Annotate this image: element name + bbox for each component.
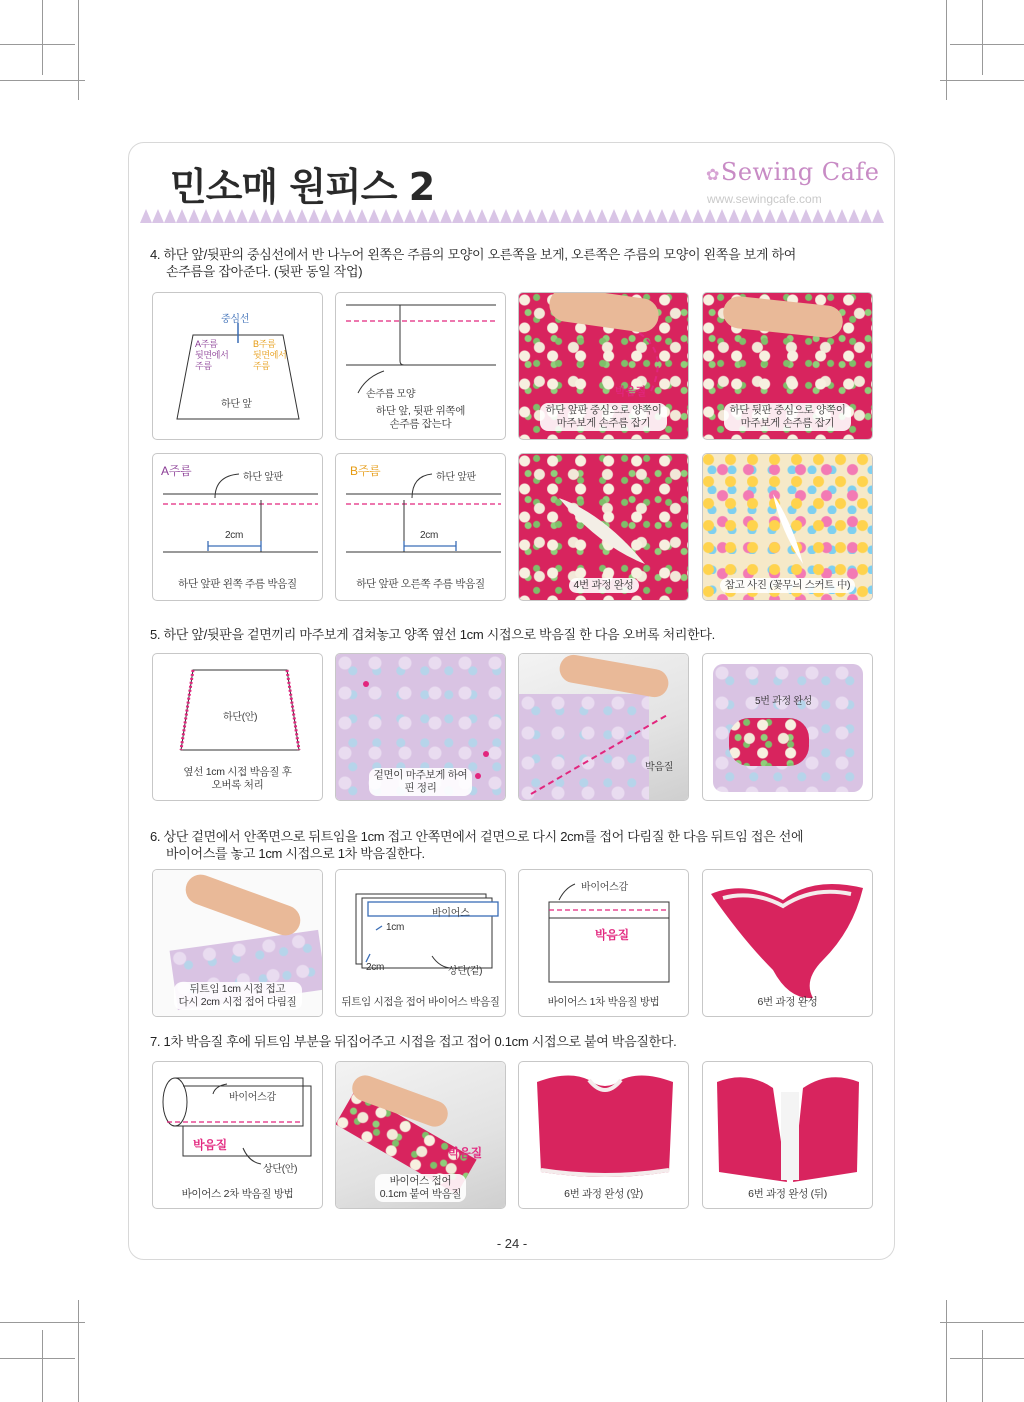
- photo-panel: [518, 292, 689, 440]
- step-4-line1: 4. 하단 앞/뒷판의 중심선에서 반 나누어 왼쪽은 주름의 모양이 오른쪽을 보게, 오른쪽은 주름의 모양이 왼쪽을 보게 하여: [150, 247, 796, 262]
- crop-mark: [982, 1330, 983, 1402]
- pleat-b-line2: 뒷면에서: [253, 350, 287, 360]
- hand-pleat-tag: 손주름 모양: [366, 389, 416, 400]
- panel-caption: [336, 405, 505, 431]
- skirt-front-tag: 하단 앞판: [436, 472, 476, 483]
- pleat-a-line3: 주름: [195, 361, 212, 371]
- caption-line1: 뒤트임 1cm 시접 접고: [189, 983, 286, 995]
- stitch-line: [519, 654, 689, 801]
- stitch-tag: 박음질: [595, 928, 629, 942]
- photo-panel: [702, 292, 873, 440]
- bias-material-label: 바이어스감: [581, 882, 628, 893]
- skirt-inside-label: 하단(안): [223, 712, 258, 723]
- crop-mark: [946, 1300, 947, 1402]
- dimension-label: 2cm: [420, 530, 438, 541]
- bias-diagram: [336, 870, 506, 1017]
- overlock-detail: [729, 718, 809, 766]
- caption-line2: 오버록 처리: [211, 779, 264, 791]
- stitch-tag: 박음질: [615, 386, 646, 398]
- panel-caption: 바이어스 1차 박음질 방법: [547, 996, 660, 1008]
- stitch-tag: 박음질: [193, 1138, 227, 1152]
- pleat-a-title: A주름: [161, 464, 192, 478]
- zigzag-divider: [140, 209, 884, 223]
- photo-panel: [152, 869, 323, 1017]
- photo-panel: [702, 869, 873, 1017]
- panel-caption: 뒤트임 시접을 접어 바이어스 박음질: [341, 996, 500, 1008]
- step-6-line2: 바이어스를 놓고 1cm 시접으로 1차 박음질한다.: [166, 846, 425, 861]
- photo-panel: [702, 453, 873, 601]
- crop-mark: [950, 44, 1024, 45]
- panel-caption: 6번 과정 완성: [757, 996, 818, 1008]
- pleat-a-note: [195, 339, 229, 372]
- bias-second-stitch-diagram: [153, 1062, 323, 1209]
- crop-mark: [42, 1330, 43, 1402]
- dimension-label: 2cm: [225, 530, 243, 541]
- crop-mark: [946, 0, 947, 100]
- crop-mark: [0, 44, 75, 45]
- photo-panel: [702, 1061, 873, 1209]
- photo-panel: [335, 653, 506, 801]
- panel-caption: [519, 578, 688, 593]
- photo-panel: [518, 453, 689, 601]
- top-outside-label: 상단(겉): [448, 966, 483, 977]
- caption-line1: 겉면이 마주보게 하여: [373, 769, 468, 781]
- panel-caption: 하단 앞판 왼쪽 주름 박음질: [178, 578, 297, 590]
- step-6-line1: 6. 상단 겉면에서 안쪽면으로 뒤트임을 1cm 접고 안쪽면에서 겉면으로 다시 2cm를 접어 다림질 한 다음 뒤트임 접은 선에: [150, 829, 804, 844]
- pleat-a-title: A주름: [195, 339, 218, 349]
- pleat-a-line2: 뒷면에서: [195, 350, 229, 360]
- panel-caption: [703, 578, 872, 593]
- bias-material-label: 바이어스감: [229, 1092, 276, 1103]
- crop-mark: [982, 0, 983, 75]
- crop-mark: [78, 1300, 79, 1402]
- flower-icon: ✿: [706, 165, 720, 184]
- photo-panel: [702, 653, 873, 801]
- bodice-photo: [703, 870, 873, 1017]
- dimension-label: 2cm: [366, 962, 384, 973]
- diagram-panel: [335, 869, 506, 1017]
- pleat-b-title: B주름: [350, 464, 381, 478]
- crop-mark: [950, 1358, 1024, 1359]
- crop-mark: [940, 80, 1024, 81]
- bodice-front-photo: [519, 1062, 689, 1209]
- diagram-panel: [152, 653, 323, 801]
- crop-mark: [940, 1322, 1024, 1323]
- step-6-text: [150, 828, 870, 862]
- caption-line1: 바이어스 접어: [389, 1175, 452, 1187]
- caption-line2: 핀 정리: [404, 782, 437, 794]
- caption-line2: 0.1cm 붙여 박음질: [379, 1188, 462, 1200]
- crop-mark: [0, 1322, 85, 1323]
- caption-line1: 하단 앞판 중심으로 양쪽이: [545, 404, 662, 416]
- panel-caption: [703, 403, 872, 431]
- photo-panel: [335, 1061, 506, 1209]
- caption-line1: 옆선 1cm 시접 박음질 후: [183, 766, 292, 778]
- skirt-front-label: 하단 앞: [221, 399, 252, 410]
- panel-caption: [153, 982, 322, 1010]
- panel-caption: [153, 766, 322, 792]
- step-4-line2: 손주름을 잡아준다. (뒷판 동일 작업): [166, 264, 363, 279]
- pleat-b-title: B주름: [253, 339, 276, 349]
- caption-line2: 마주보게 손주름 잡기: [740, 417, 835, 429]
- diagram-panel: [152, 292, 323, 440]
- brand-logo-text: Sewing Cafe: [720, 158, 880, 186]
- skirt-front-tag: 하단 앞판: [243, 472, 283, 483]
- caption-line2: 손주름 잡는다: [389, 418, 452, 430]
- brand-url: www.sewingcafe.com: [707, 192, 822, 206]
- diagram-panel: [518, 869, 689, 1017]
- step-7-line1: 7. 1차 박음질 후에 뒤트임 부분을 뒤집어주고 시접을 접고 접어 0.1cm 시접으로 붙여 박음질한다.: [150, 1034, 677, 1049]
- diagram-panel: [152, 1061, 323, 1209]
- bias-label: 바이어스: [432, 908, 470, 919]
- panel-caption: 6번 과정 완성 (앞): [564, 1188, 643, 1200]
- center-line-label: 중심선: [221, 314, 250, 325]
- crop-mark: [0, 80, 85, 81]
- pleat-b-note: [253, 339, 287, 372]
- step-complete-tag: 5번 과정 완성: [755, 696, 813, 707]
- brand-logo: [706, 158, 879, 186]
- panel-caption: [519, 403, 688, 431]
- caption-text: 4번 과정 완성: [569, 578, 639, 593]
- step-4-text: [150, 246, 870, 280]
- bodice-back-photo: [703, 1062, 873, 1209]
- caption-line2: 다시 2cm 시접 접어 다림질: [178, 996, 297, 1008]
- crop-mark: [78, 0, 79, 100]
- crop-mark: [0, 1358, 75, 1359]
- stitch-tag: 박음질: [645, 762, 674, 773]
- panel-caption: 하단 앞판 오른쪽 주름 박음질: [356, 578, 485, 590]
- photo-panel: [518, 653, 689, 801]
- page-title: 민소매 원피스 2: [170, 165, 435, 209]
- pleat-b-line3: 주름: [253, 361, 270, 371]
- panel-caption: [336, 768, 505, 796]
- diagram-panel: [335, 453, 506, 601]
- step-5-text: [150, 626, 870, 643]
- panel-caption: 바이어스 2차 박음질 방법: [181, 1188, 294, 1200]
- diagram-panel: [335, 292, 506, 440]
- photo-panel: [518, 1061, 689, 1209]
- top-inside-label: 상단(안): [263, 1164, 298, 1175]
- step-5-line1: 5. 하단 앞/뒷판을 겉면끼리 마주보게 겹쳐놓고 양쪽 옆선 1cm 시접으로 박음질 한 다음 오버록 처리한다.: [150, 627, 715, 642]
- caption-line1: 하단 앞, 뒷판 위쪽에: [375, 405, 466, 417]
- diagram-panel: [152, 453, 323, 601]
- panel-caption: [336, 1174, 505, 1202]
- stitch-tag: 박음질: [448, 1146, 482, 1160]
- page-number: - 24 -: [496, 1236, 528, 1251]
- step-7-text: [150, 1033, 870, 1050]
- crop-mark: [42, 0, 43, 75]
- panel-caption: 6번 과정 완성 (뒤): [748, 1188, 827, 1200]
- caption-line1: 하단 뒷판 중심으로 양쪽이: [729, 404, 846, 416]
- caption-text: 참고 사진 (꽃무늬 스커트 中): [720, 578, 856, 593]
- dimension-label: 1cm: [386, 922, 404, 933]
- caption-line2: 마주보게 손주름 잡기: [556, 417, 651, 429]
